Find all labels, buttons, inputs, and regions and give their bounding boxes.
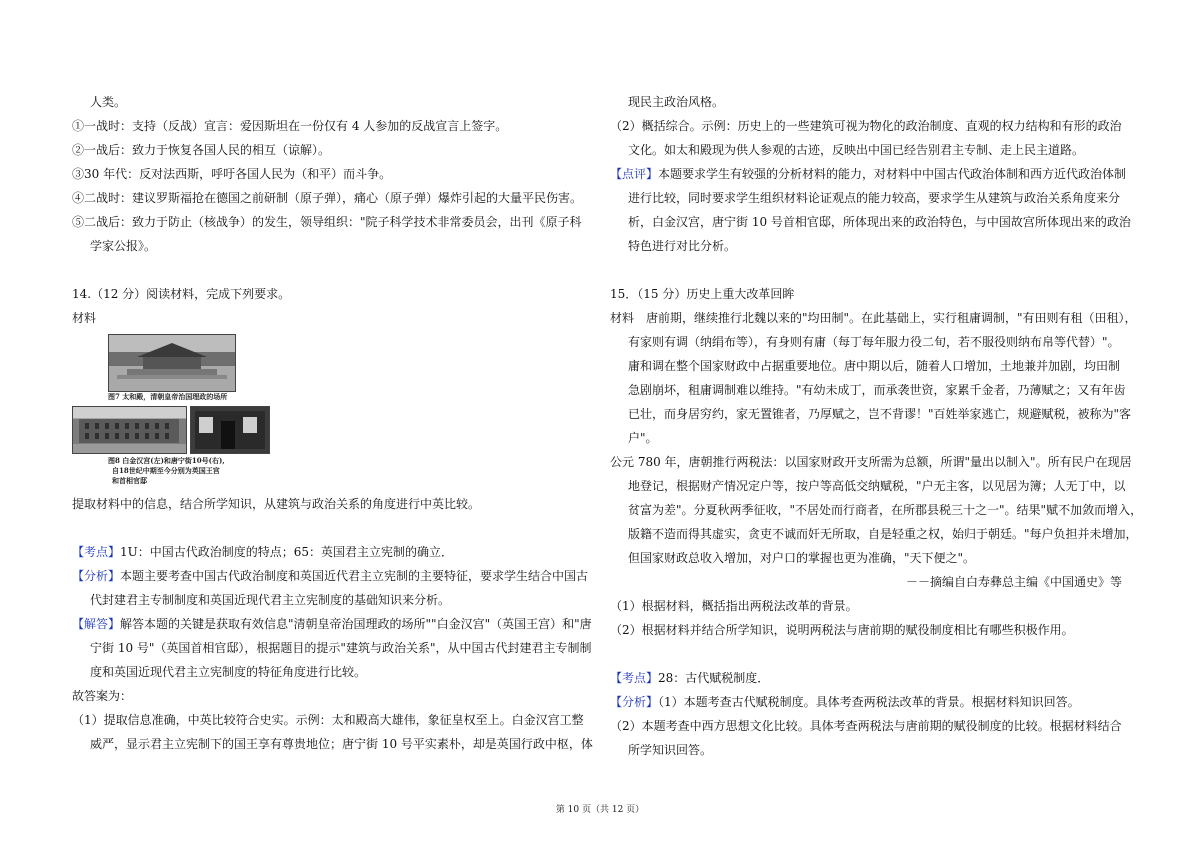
text-line: 人类。 <box>90 95 127 109</box>
text-line: 现民主政治风格。 <box>628 95 725 109</box>
text-line: （1）提取信息准确，中英比较符合史实。示例：太和殿高大雄伟，象征皇权至上。白金汉宫工整 <box>72 713 584 727</box>
kaodian-line <box>610 666 1130 690</box>
sub-question-1: （1）根据材料，概括指出两税法改革的背景。 <box>610 599 858 613</box>
text-line: ③30 年代：反对法西斯，呼吁各国人民为（和平）而斗争。 <box>72 167 392 181</box>
kaodian-text: 1U：中国古代政治制度的特点；65：英国君主立宪制的确立． <box>120 545 454 559</box>
question-14-prompt: 提取材料中的信息，结合所学知识，从建筑与政治关系的角度进行中英比较。 <box>72 497 481 511</box>
fenxi-tag: 【分析】 <box>72 569 121 583</box>
source-citation: －－摘编自白寿彝总主编《中国通史》等 <box>905 575 1122 589</box>
hall-icon <box>109 335 235 391</box>
dianping-text: 本题要求学生有较强的分析材料的能力，对材料中中国古代政治体制和西方近代政治体制 <box>658 167 1127 181</box>
question-14-title: 14.（12 分）阅读材料，完成下列要求。 <box>72 287 291 301</box>
text-line: （2）本题考查中西方思想文化比较。具体考查两税法与唐前期的赋役制度的比较。根据材料结合 <box>610 719 1122 733</box>
material-label: 材料 <box>72 311 97 325</box>
jieda-line <box>72 612 592 636</box>
material-figure <box>72 334 272 492</box>
kaodian-tag: 【考点】 <box>72 545 121 559</box>
text-line: 文化。如太和殿现为供人参观的古迹，反映出中国已经告别君主专制、走上民主道路。 <box>628 143 1085 157</box>
text-line: 析，白金汉宫，唐宁街 10 号首相官邸，所体现出来的政治特色，与中国故宫所体现出来的政治 <box>628 215 1131 229</box>
text-line: 威严，显示君主立宪制下的国王享有尊贵地位；唐宁街 10 号平实素朴，却是英国行政中枢，体 <box>90 737 593 751</box>
left-column <box>72 90 592 756</box>
figure-8-caption-1: 图8 白金汉宫(左)和唐宁街10号(右), <box>108 456 225 465</box>
text-line: 特色进行对比分析。 <box>628 239 737 253</box>
material-line: 有家则有调（纳绢布等），有身则有庸（每丁每年服力役二旬，若不服役则纳布帛等代替）"。 <box>628 335 1120 349</box>
figure-7-caption: 图7 太和殿，清朝皇帝治国理政的场所 <box>108 392 228 401</box>
text-line: 进行比较，同时要求学生组织材料论证观点的能力较高，要求学生从建筑与政治关系角度来分 <box>628 191 1121 205</box>
fenxi-text: （1）本题考查古代赋税制度。具体考查两税法改革的背景。根据材料知识回答。 <box>658 695 1080 709</box>
page-number: 第 10 页（共 12 页） <box>555 805 645 815</box>
question-15-title: 15．（15 分）历史上重大改革回眸 <box>610 287 795 301</box>
fenxi-line <box>72 564 592 588</box>
fenxi-line <box>610 690 1130 714</box>
palace-icon <box>73 407 186 453</box>
dianping-line <box>610 162 1130 186</box>
text-line: ①一战时：支持（反战）宣言：爱因斯坦在一份仅有 4 人参加的反战宣言上签字。 <box>72 119 508 133</box>
taihe-hall-photo <box>108 334 236 392</box>
door-icon <box>191 407 269 453</box>
text-line: 度和英国近现代君主立宪制度的特征角度进行比较。 <box>90 665 367 679</box>
material-line: 版籍不造而得其虚实，贪吏不诚而奸无所取，自是轻重之权，始归于朝廷。"每户负担并未增加， <box>628 527 1138 541</box>
material-line: 公元 780 年，唐朝推行两税法：以国家财政开支所需为总额，所谓"量出以制入"。所有民户在现居 <box>610 455 1132 469</box>
buckingham-palace-photo <box>72 406 187 454</box>
kaodian-text: 28：古代赋税制度． <box>658 671 770 685</box>
kaodian-tag: 【考点】 <box>610 671 659 685</box>
text-line: ②一战后：致力于恢复各国人民的相互（谅解）。 <box>72 143 331 157</box>
material-line: 已壮，而身居穷约，家无置锥者，乃厚赋之，岂不背谬！"百姓举家逃亡，规避赋税，被称为"客 <box>628 407 1132 421</box>
text-line: 宁街 10 号"（英国首相官邸），根据题目的提示"建筑与政治关系"，从中国古代封建君主专制制 <box>90 641 592 655</box>
sub-question-2: （2）根据材料并结合所学知识，说明两税法与唐前期的赋役制度相比有哪些积极作用。 <box>610 623 1074 637</box>
kaodian-line <box>72 540 592 564</box>
answer-label: 故答案为： <box>72 689 133 703</box>
text-line: 所学知识回答。 <box>628 743 713 757</box>
fenxi-text: 本题主要考查中国古代政治制度和英国近代君主立宪制的主要特征，要求学生结合中国古 <box>120 569 589 583</box>
text-line: 代封建君主专制制度和英国近现代君主立宪制度的基础知识来分析。 <box>90 593 451 607</box>
jieda-tag: 【解答】 <box>72 617 121 631</box>
material-line: 急剧崩坏，租庸调制难以维持。"有幼未成丁，而承袭世资，家累千金者，乃薄赋之；又有年齿 <box>628 383 1126 397</box>
text-line: ④二战时：建议罗斯福抢在德国之前研制（原子弹），痛心（原子弹）爆炸引起的大量平民伤害。 <box>72 191 583 205</box>
text-line: 学家公报》。 <box>90 239 157 253</box>
material-line: 庸和调在整个国家财政中占据重要地位。唐中期以后，随着人口增加，土地兼并加剧，均田制 <box>628 359 1121 373</box>
material-line: 材料 唐前期，继续推行北魏以来的"均田制"。在此基础上，实行租庸调制，"有田则有租（田租）， <box>610 311 1137 325</box>
material-line: 户"。 <box>628 431 658 445</box>
material-line: 地登记，根据财产情况定户等，按户等高低交纳赋税，"户无主客，以见居为簿；人无丁中，以 <box>628 479 1126 493</box>
right-column <box>610 90 1143 762</box>
figure-8-caption-3: 和首相官邸 <box>112 476 147 485</box>
text-line: ⑤二战后：致力于防止（核战争）的发生，领导组织："院子科学技术非常委员会，出刊《原子科 <box>72 215 582 229</box>
material-line: 贫富为差"。分夏秋两季征收，"不居处而行商者，在所郡县税三十之一"。结果"赋不加敛而增入， <box>628 503 1143 517</box>
fenxi-tag: 【分析】 <box>610 695 659 709</box>
downing-street-photo <box>190 406 270 454</box>
material-line: 但国家财政总收入增加，对户口的掌握也更为准确，"天下便之"。 <box>628 551 976 565</box>
text-line: （2）概括综合。示例：历史上的一些建筑可视为物化的政治制度、直观的权力结构和有形的政治 <box>610 119 1122 133</box>
figure-8-caption-2: 自18世纪中期至今分别为英国王宫 <box>112 466 220 475</box>
dianping-tag: 【点评】 <box>610 167 659 181</box>
jieda-text: 解答本题的关键是获取有效信息"清朝皇帝治国理政的场所""白金汉宫"（英国王宫）和"唐 <box>120 617 592 631</box>
